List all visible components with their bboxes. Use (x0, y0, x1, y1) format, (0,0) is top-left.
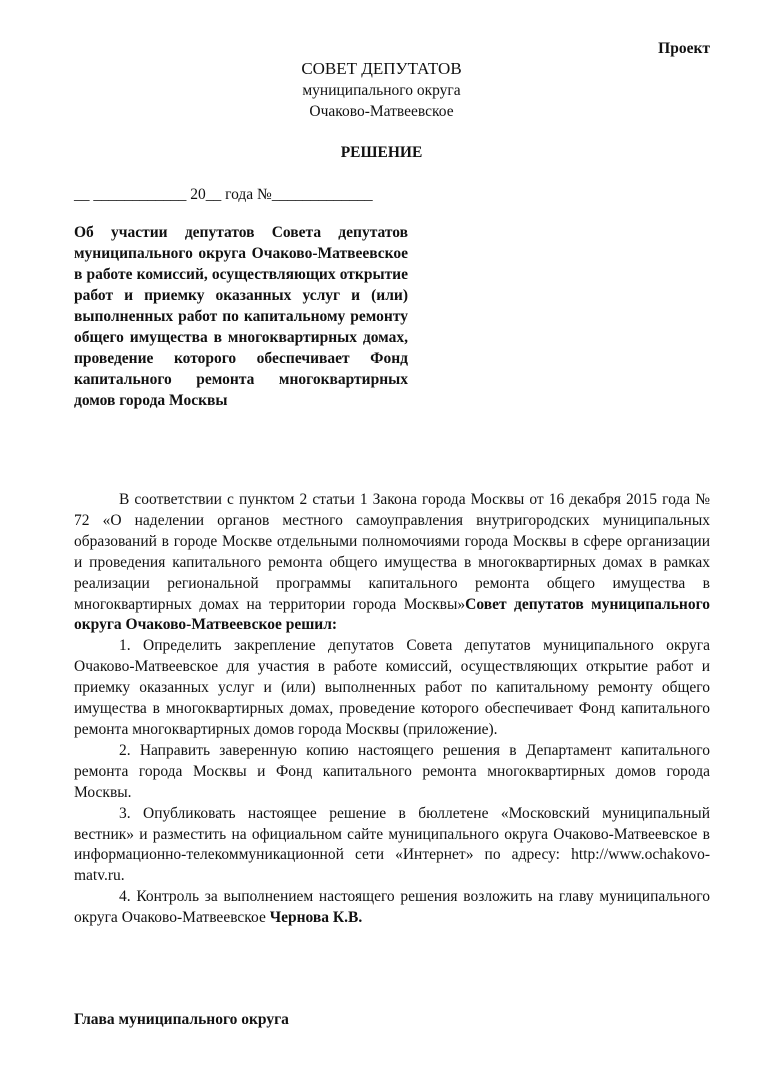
project-label: Проект (658, 40, 710, 57)
item-4-name: Чернова К.В. (269, 909, 363, 927)
date-number-line: __ ____________ 20__ года №_____________ (74, 186, 373, 203)
item-4 (74, 887, 710, 929)
item-1: 1. Определить закрепление депутатов Совета депутатов муниципального округа Очаково-Матвеевское для участия в работе комиссий, осуществляющих открытие работ и приемку оказанных услуг и (или) выполненных работ по капитальному ремонту общего имущества в многоквартирных домах, проведение которого обеспечивает Фонд капитального ремонта многоквартирных домов города Москвы (приложение). (74, 637, 710, 738)
preamble-paragraph (74, 490, 710, 636)
footer-signature: Глава муниципального округа (74, 1011, 289, 1028)
preamble-text: В соответствии с пунктом 2 статьи 1 Закона города Москвы от 16 декабря 2015 года № 72 «О наделении органов местного самоуправления внутригородских муниципальных образований в городе Москве отдельными полномочиями города Москвы в сфере организации и проведения капитального ремонта общего имущества в многоквартирных домах в рамках реализации региональной программы капитального ремонта общего имущества в многоквартирных домах на территории города Москвы» (74, 491, 710, 613)
decision-body (74, 490, 710, 929)
decision-subject: Об участии депутатов Совета депутатов муниципального округа Очаково-Матвеевское в работе комиссий, осуществляющих открытие работ и приемку оказанных услуг и (или) выполненных работ по капитальному ремонту общего имущества в многоквартирных домах, проведение которого обеспечивает Фонд капитального ремонта многоквартирных домов города Москвы (74, 224, 408, 409)
council-title: СОВЕТ ДЕПУТАТОВ (301, 59, 462, 78)
item-3: 3. Опубликовать настоящее решение в бюллетене «Московский муниципальный вестник» и разместить на официальном сайте муниципального округа Очаково-Матвеевское в информационно-телекоммуникационной сети «Интернет» по адресу: http://www.ochakovo-matv.ru. (74, 804, 710, 885)
document-header (0, 58, 763, 122)
decision-title: РЕШЕНИЕ (340, 144, 423, 161)
preamble-bold: Совет депутатов муниципального округа Очаково-Матвеевское решил: (74, 595, 710, 634)
item-4-text: 4. Контроль за выполнением настоящего решения возложить на главу муниципального округа Очаково-Матвеевское (74, 888, 710, 927)
district-line-1: муниципального округа (302, 82, 461, 99)
district-line-2: Очаково-Матвеевское (309, 103, 454, 120)
item-2: 2. Направить заверенную копию настоящего решения в Департамент капитального ремонта города Москвы и Фонд капитального ремонта многоквартирных домов города Москвы. (74, 741, 710, 801)
